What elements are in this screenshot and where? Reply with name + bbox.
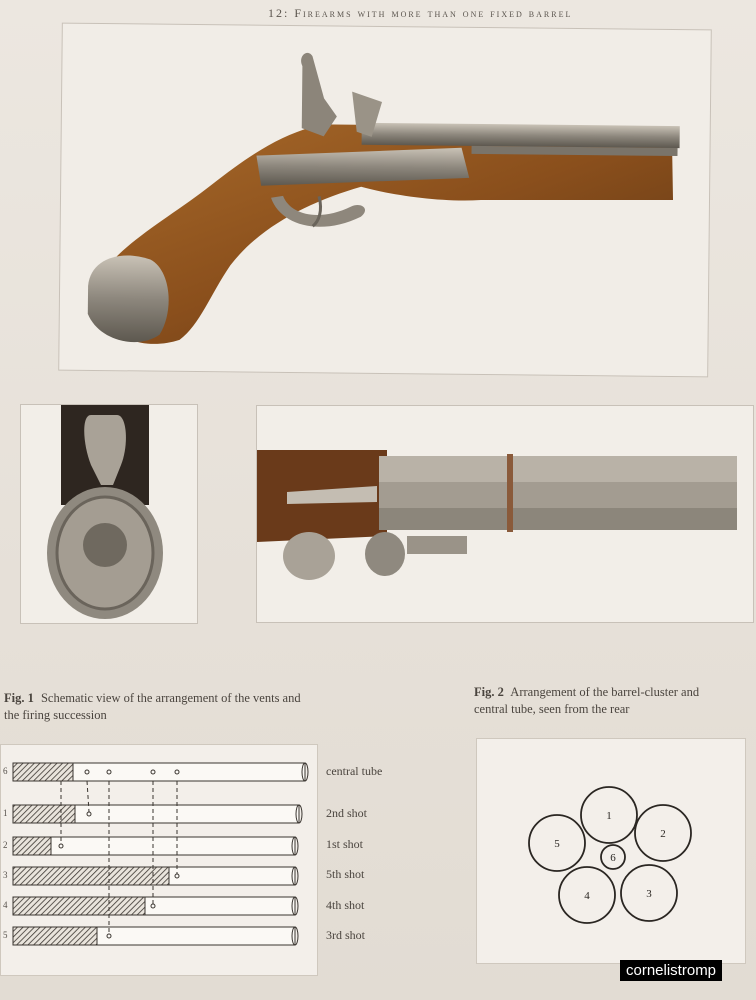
figure-1-schematic	[0, 744, 318, 976]
tube-shot-2	[13, 805, 299, 823]
tube-shot-4	[13, 897, 295, 915]
figure-2-caption-line-1: Arrangement of the barrel-cluster and	[510, 685, 700, 699]
chapter-title: Firearms with more than one fixed barrel	[294, 6, 573, 20]
figure-2-caption-line-2: central tube, seen from the rear	[474, 702, 630, 716]
figure-1-caption-line-2: the firing succession	[4, 708, 107, 722]
tube-shot-3	[13, 927, 295, 945]
pistol-photo	[58, 23, 712, 378]
row-number: 6	[3, 766, 8, 776]
row-number: 1	[3, 808, 8, 818]
circle-label-5: 5	[554, 838, 560, 850]
circle-label-4: 4	[584, 890, 590, 902]
chapter-number: 12:	[268, 6, 290, 20]
tube-label-3rd: 3rd shot	[326, 928, 365, 942]
tube-label-2nd: 2nd shot	[326, 806, 368, 820]
tube-shot-1	[13, 837, 295, 855]
barrel-arrangement	[477, 739, 745, 963]
figure-1-caption	[4, 690, 324, 724]
butt-cap-photo	[20, 404, 198, 624]
barrel-cluster-illustration	[257, 406, 753, 622]
tube-label-4th: 4th shot	[326, 898, 365, 912]
watermark: cornelistromp	[620, 960, 722, 981]
row-number: 2	[3, 840, 8, 850]
tube-label-central: central tube	[326, 764, 383, 778]
circle-label-6: 6	[610, 852, 616, 864]
pistol-illustration	[59, 24, 711, 377]
figure-2-label: Fig. 2	[474, 685, 504, 699]
tube-label-5th: 5th shot	[326, 867, 365, 881]
figure-2-diagram	[476, 738, 746, 964]
running-head	[268, 6, 572, 21]
butt-cap-illustration	[21, 405, 197, 623]
figure-1-label: Fig. 1	[4, 691, 34, 705]
row-number: 3	[3, 870, 8, 880]
row-number: 4	[3, 900, 8, 910]
circle-label-3: 3	[646, 888, 652, 900]
figure-1-caption-line-1: Schematic view of the arrangement of the vents and	[40, 691, 301, 705]
barrel-cluster-photo	[256, 405, 754, 623]
tube-shot-5	[13, 867, 295, 885]
tube-label-1st: 1st shot	[326, 837, 364, 851]
circle-label-1: 1	[606, 810, 612, 822]
row-number: 5	[3, 930, 8, 940]
tube-central	[13, 763, 305, 781]
vent-schematic	[1, 745, 317, 975]
figure-2-caption	[474, 684, 744, 718]
circle-label-2: 2	[660, 828, 666, 840]
